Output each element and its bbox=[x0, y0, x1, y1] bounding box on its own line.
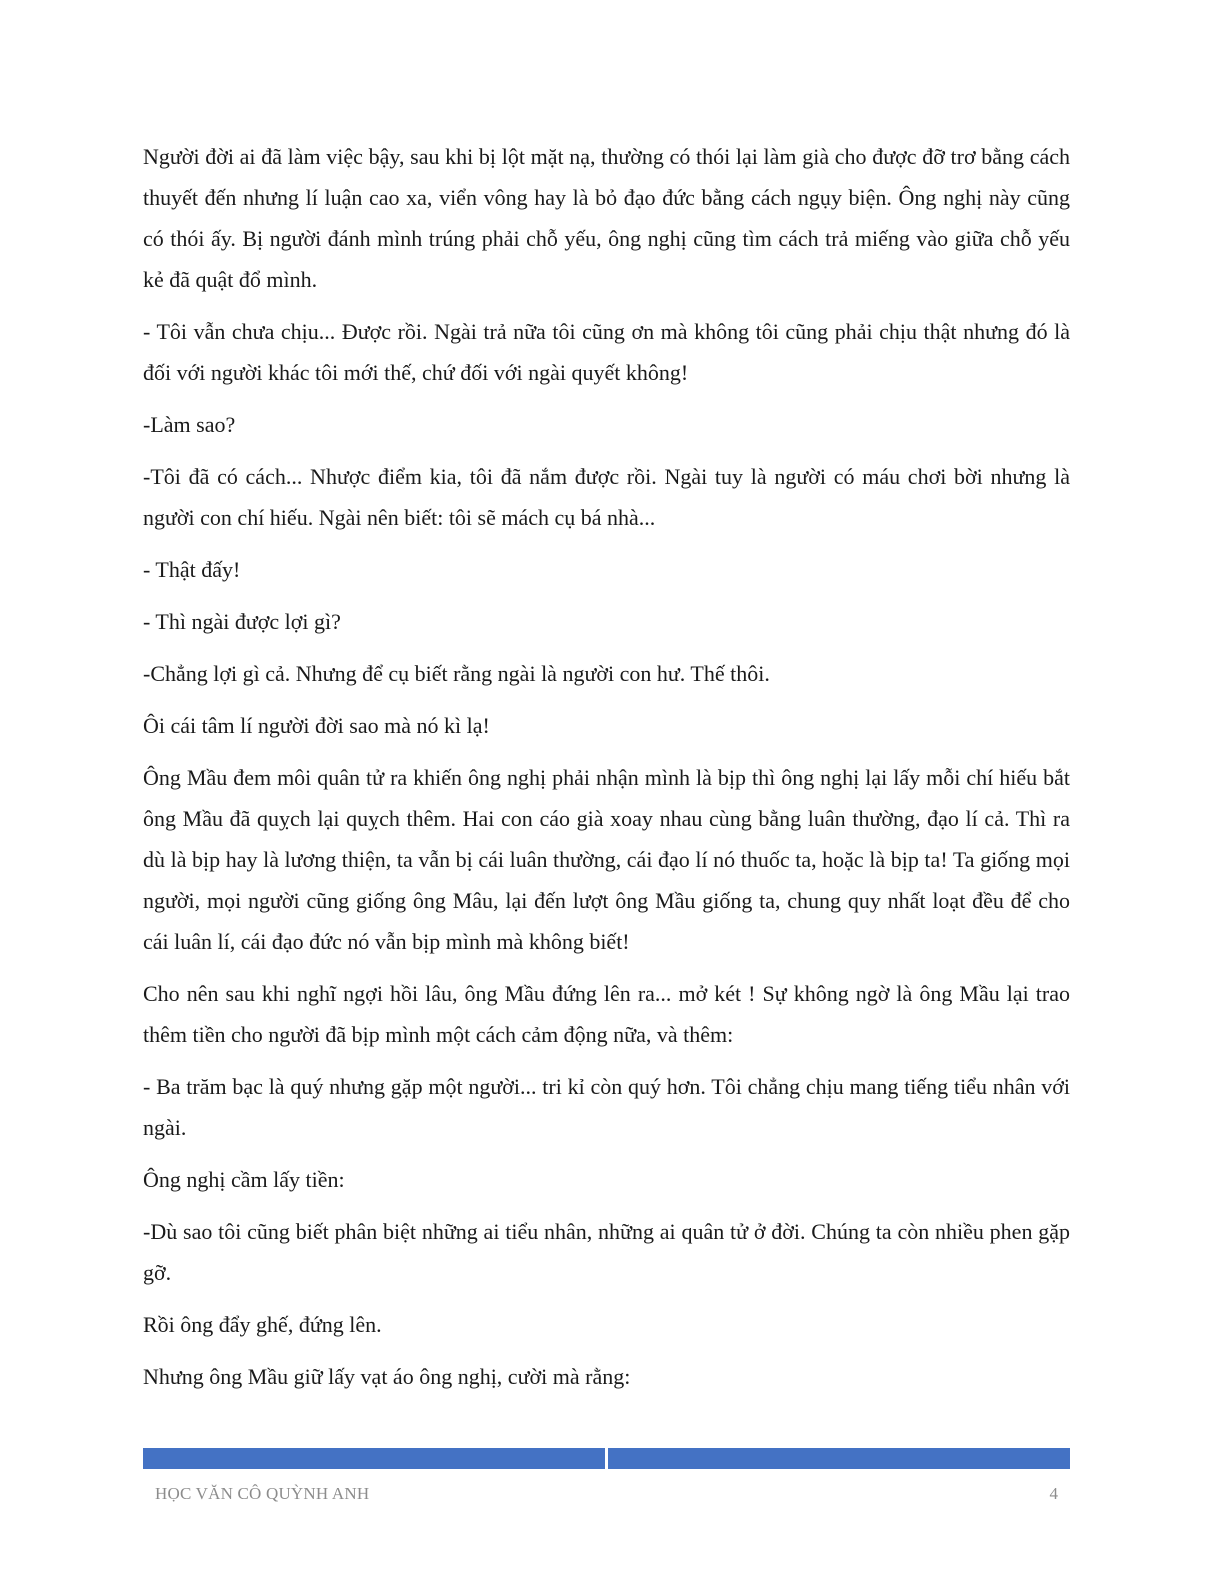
paragraph: - Tôi vẫn chưa chịu... Được rồi. Ngài trả nữa tôi cũng ơn mà không tôi cũng phải chịu thật nhưng đó là đối với người khác tôi mới thế, chứ đối với ngài quyết không! bbox=[143, 319, 1070, 385]
paragraph: Cho nên sau khi nghĩ ngợi hồi lâu, ông Mầu đứng lên ra... mở két ! Sự không ngờ là ông Mầu lại trao thêm tiền cho người đã bịp mình một cách cảm động nữa, và thêm: bbox=[143, 981, 1070, 1047]
footer-bar-left-segment bbox=[143, 1448, 605, 1469]
paragraph: - Thật đấy! bbox=[143, 557, 241, 582]
document-body bbox=[143, 136, 1070, 1408]
paragraph: Ông Mầu đem môi quân tử ra khiến ông nghị phải nhận mình là bịp thì ông nghị lại lấy mỗi chí hiếu bắt ông Mầu đã quỵch lại quỵch thêm. Hai con cáo già xoay nhau cùng bằng luân thường, đạo lí cả. Thì ra dù là bịp hay là lương thiện, ta vẫn bị cái luân thường, cái đạo lí nó thuốc ta, hoặc là bịp ta! Ta giống mọi người, mọi người cũng giống ông Mâu, lại đến lượt ông Mầu giống ta, chung quy nhất loạt đều để cho cái luân lí, cái đạo đức nó vẫn bịp mình mà không biết! bbox=[143, 765, 1070, 954]
paragraph: Ôi cái tâm lí người đời sao mà nó kì lạ! bbox=[143, 713, 490, 738]
footer-title: HỌC VĂN CÔ QUỲNH ANH bbox=[155, 1484, 370, 1503]
paragraph: Người đời ai đã làm việc bậy, sau khi bị lột mặt nạ, thường có thói lại làm già cho được đỡ trơ bằng cách thuyết đến nhưng lí luận cao xa, viển vông hay là bỏ đạo đức bằng cách ngụy biện. Ông nghị này cũng có thói ấy. Bị người đánh mình trúng phải chỗ yếu, ông nghị cũng tìm cách trả miếng vào giữa chỗ yếu kẻ đã quật đổ mình. bbox=[143, 144, 1070, 292]
footer-bar-right-segment bbox=[608, 1448, 1070, 1469]
footer-divider-bar bbox=[143, 1448, 1070, 1469]
paragraph: Nhưng ông Mầu giữ lấy vạt áo ông nghị, cười mà rằng: bbox=[143, 1364, 631, 1389]
paragraph: -Tôi đã có cách... Nhược điểm kia, tôi đã nắm được rồi. Ngài tuy là người có máu chơi bời nhưng là người con chí hiếu. Ngài nên biết: tôi sẽ mách cụ bá nhà... bbox=[143, 464, 1070, 530]
paragraph: Rồi ông đẩy ghế, đứng lên. bbox=[143, 1312, 382, 1337]
page-number: 4 bbox=[1049, 1484, 1058, 1503]
paragraph: - Ba trăm bạc là quý nhưng gặp một người... tri kỉ còn quý hơn. Tôi chẳng chịu mang tiếng tiểu nhân với ngài. bbox=[143, 1074, 1070, 1140]
paragraph: -Làm sao? bbox=[143, 412, 236, 437]
paragraph: -Chẳng lợi gì cả. Nhưng để cụ biết rằng ngài là người con hư. Thế thôi. bbox=[143, 661, 770, 686]
paragraph: - Thì ngài được lợi gì? bbox=[143, 609, 341, 634]
paragraph: Ông nghị cầm lấy tiền: bbox=[143, 1167, 345, 1192]
paragraph: -Dù sao tôi cũng biết phân biệt những ai tiểu nhân, những ai quân tử ở đời. Chúng ta còn nhiều phen gặp gỡ. bbox=[143, 1219, 1070, 1285]
